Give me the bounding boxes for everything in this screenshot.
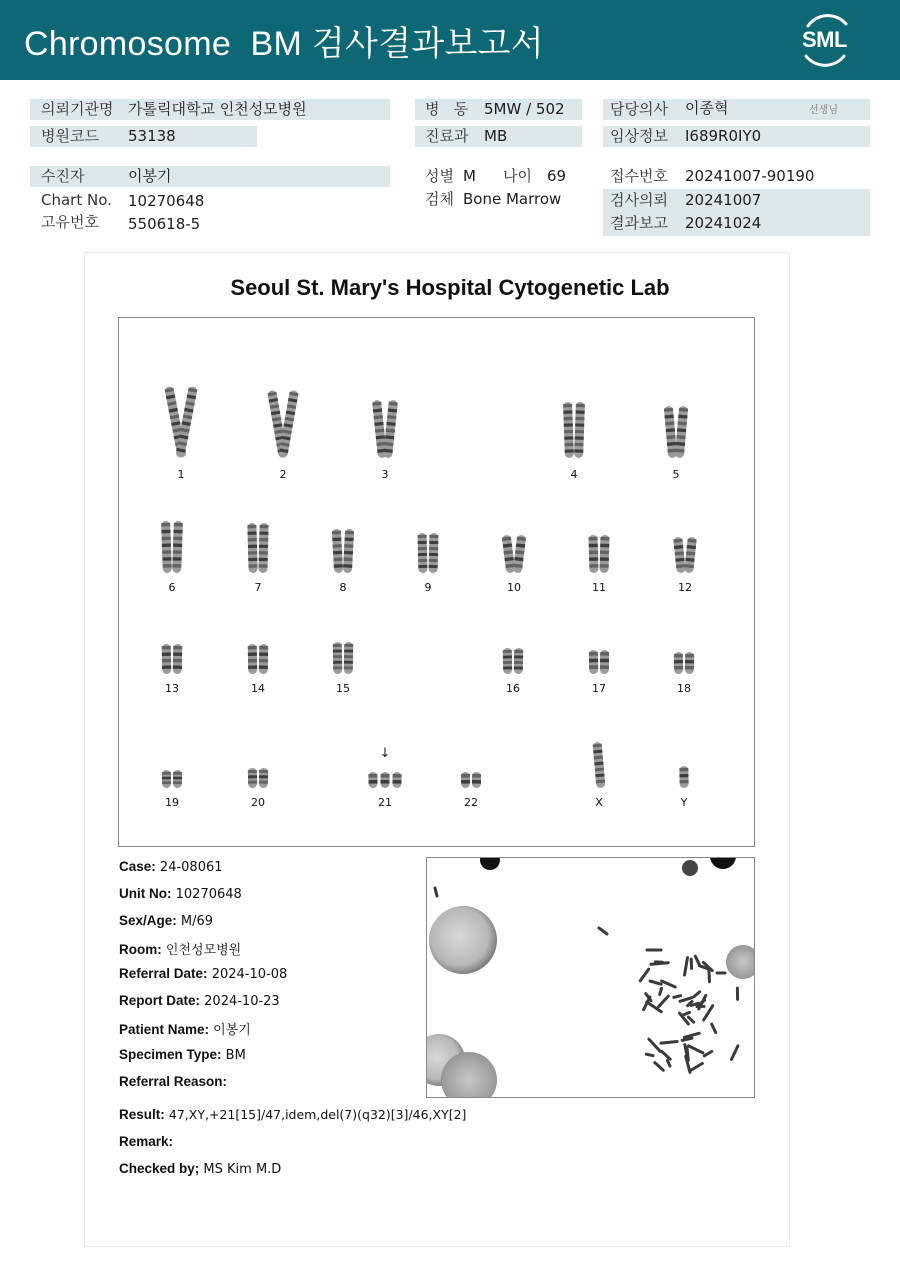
metaphase-spread	[427, 858, 755, 1098]
report-date-line	[119, 993, 280, 1009]
metaphase-chromosome	[689, 1046, 703, 1053]
chr-label-4: 4	[570, 468, 578, 481]
sexage-value: M/69	[180, 914, 214, 929]
metaphase-chromosome	[683, 1012, 689, 1015]
chromosome-6-2	[172, 521, 183, 573]
chromosome-22-2	[472, 772, 481, 788]
chr-label-21: 21	[378, 796, 392, 809]
chr-label-22: 22	[464, 796, 478, 809]
metaphase-chromosome	[704, 1051, 712, 1056]
chromosome-21-2	[380, 772, 389, 788]
doctor-label: 담당의사	[610, 100, 668, 118]
checked-value: MS Kim M.D	[203, 1162, 282, 1177]
remark-line	[119, 1134, 173, 1150]
chromosome-13-1	[162, 644, 172, 674]
room-line	[119, 939, 241, 958]
metaphase-chromosome	[694, 992, 700, 997]
chr-label-11: 11	[592, 581, 606, 594]
dept-label: 진료과	[425, 127, 469, 145]
report-label: 결과보고	[610, 214, 668, 232]
receipt-value: 20241007-90190	[685, 167, 815, 185]
chromosome-17-1	[589, 650, 598, 674]
sexage-line	[119, 913, 213, 929]
patient-name-value: 이봉기	[213, 1023, 251, 1038]
doctor-suffix: 선생님	[809, 105, 838, 116]
chromosome-6-1	[161, 521, 172, 573]
case-value: 24-08061	[159, 860, 223, 875]
unit-key: Unit No:	[119, 886, 172, 901]
metaphase-chromosome	[649, 1039, 660, 1051]
metaphase-chromosome	[435, 888, 437, 896]
metaphase-chromosome	[695, 956, 699, 965]
chromosome-8-2	[343, 529, 354, 573]
metaphase-chromosome	[662, 1051, 671, 1059]
chromosome-14-1	[248, 644, 258, 674]
hospital-code-label: 병원코드	[41, 127, 99, 145]
referral-date-line	[119, 966, 287, 982]
lab-title: Seoul St. Mary's Hospital Cytogenetic Lab	[230, 275, 670, 300]
chr-label-16: 16	[506, 682, 520, 695]
chromosome-12-1	[673, 537, 686, 574]
report-date-value: 2024-10-23	[204, 994, 280, 1009]
chromosome-22-1	[461, 772, 470, 788]
chr-label-x: X	[595, 796, 603, 809]
nucleus-4	[726, 945, 755, 979]
chart-value: 10270648	[128, 192, 205, 210]
request-value: 20241007	[685, 191, 762, 209]
chromosome-5-2	[675, 406, 688, 459]
referral-reason-line	[119, 1074, 227, 1090]
sexage-key: Sex/Age:	[119, 913, 177, 928]
chr-label-18: 18	[677, 682, 691, 695]
chromosome-10-1	[502, 535, 516, 574]
chromosome-19-1	[162, 770, 171, 788]
metaphase-chromosome	[646, 1054, 653, 1056]
chromosome-4-2	[574, 402, 585, 458]
metaphase-chromosome	[667, 1061, 670, 1067]
patient-name-key: Patient Name:	[119, 1022, 210, 1037]
metaphase-chromosome	[688, 1017, 693, 1022]
dept-value: MB	[484, 127, 508, 145]
chr-label-19: 19	[165, 796, 179, 809]
hospital-code-value: 53138	[128, 127, 176, 145]
unit-line	[119, 886, 242, 902]
metaphase-chromosome	[732, 1046, 738, 1060]
logo-text: SML	[802, 27, 847, 52]
metaphase-chromosome	[660, 988, 662, 994]
chr-label-12: 12	[678, 581, 692, 594]
chromosome-11-1	[589, 535, 599, 573]
metaphase-chromosome	[640, 969, 649, 981]
metaphase-chromosome	[684, 1033, 699, 1037]
chromosome-23-1	[593, 742, 606, 789]
specimen-type-line	[119, 1047, 246, 1063]
chr-label-7: 7	[254, 581, 262, 594]
report-date-key: Report Date:	[119, 993, 201, 1008]
patient-label: 수진자	[41, 167, 85, 185]
chromosome-16-1	[503, 648, 512, 674]
chr-label-13: 13	[165, 682, 179, 695]
unique-value: 550618-5	[128, 215, 201, 233]
clinical-label: 임상정보	[610, 127, 668, 145]
case-line	[119, 859, 223, 875]
checked-line	[119, 1161, 281, 1177]
chromosome-7-2	[258, 523, 268, 573]
ward-value: 5MW / 502	[484, 100, 565, 118]
chr-label-6: 6	[168, 581, 176, 594]
chromosome-3-2	[383, 400, 398, 459]
metaphase-chromosome	[662, 981, 676, 987]
chromosome-13-2	[173, 644, 183, 674]
age-label: 나이	[503, 167, 532, 185]
sex-value: M	[463, 167, 476, 185]
metaphase-chromosome	[680, 998, 692, 1002]
chr-label-5: 5	[672, 468, 680, 481]
metaphase-chromosome	[709, 969, 710, 982]
ward-label: 병 동	[425, 100, 469, 118]
metaphase-chromosome	[691, 1063, 703, 1070]
chromosome-24-1	[679, 766, 688, 788]
nucleus-1	[429, 906, 497, 974]
result-value: 47,XY,+21[15]/47,idem,del(7)(q32)[3]/46,XY[2]	[168, 1107, 467, 1122]
chromosome-21-1	[368, 772, 377, 788]
specimen-type-value: BM	[225, 1048, 246, 1063]
referral-date-value: 2024-10-08	[211, 967, 288, 982]
metaphase-chromosome	[685, 958, 688, 975]
chromosome-18-2	[685, 652, 694, 674]
chr-label-15: 15	[336, 682, 350, 695]
specimen-label: 검체	[425, 190, 454, 208]
room-key: Room:	[119, 942, 162, 957]
chr-label-9: 9	[424, 581, 432, 594]
chromosome-15-1	[333, 642, 343, 674]
chromosome-7-1	[247, 523, 257, 573]
clinical-value: I689R0IY0	[685, 127, 762, 145]
chart-label: Chart No.	[41, 191, 112, 209]
receipt-label: 접수번호	[610, 167, 668, 185]
chromosome-9-1	[417, 533, 427, 573]
result-key: Result:	[119, 1107, 165, 1122]
chr-label-17: 17	[592, 682, 606, 695]
debris-2	[682, 860, 698, 876]
result-line	[119, 1107, 466, 1123]
metaphase-chromosome	[659, 996, 669, 1006]
metaphase-chromosome	[646, 994, 651, 1001]
chr-label-2: 2	[279, 468, 287, 481]
referral-date-key: Referral Date:	[119, 966, 208, 981]
referral-reason-key: Referral Reason:	[119, 1074, 228, 1089]
chromosome-11-2	[600, 535, 610, 573]
karyotype-chromosomes	[119, 318, 756, 848]
institution-value: 가톨릭대학교 인천성모병원	[128, 100, 307, 118]
metaphase-chromosome	[704, 1006, 713, 1020]
report-value: 20241024	[685, 214, 762, 232]
unit-value: 10270648	[175, 887, 242, 902]
request-label: 검사의뢰	[610, 191, 668, 209]
chromosome-12-2	[684, 537, 697, 574]
metaphase-chromosome	[599, 928, 607, 934]
report-header	[0, 0, 900, 80]
chromosome-19-2	[173, 770, 182, 788]
chromosome-8-1	[332, 529, 343, 573]
metaphase-chromosome	[655, 1063, 664, 1071]
chromosome-17-2	[600, 650, 609, 674]
chr-label-3: 3	[381, 468, 389, 481]
chr-label-8: 8	[339, 581, 347, 594]
metaphase-image	[426, 857, 755, 1098]
metaphase-chromosome	[712, 1024, 716, 1032]
chromosome-9-2	[428, 533, 438, 573]
doctor-value: 이종혁	[685, 99, 729, 117]
specimen-type-key: Specimen Type:	[119, 1047, 222, 1062]
chromosome-20-1	[248, 768, 257, 788]
room-value: 인천성모병원	[165, 943, 242, 958]
trisomy-arrow-icon: ↓	[379, 746, 391, 761]
karyotype-image	[118, 317, 755, 847]
remark-key: Remark:	[119, 1134, 174, 1149]
age-value: 69	[547, 167, 567, 185]
institution-label: 의뢰기관명	[41, 100, 114, 118]
report-title: Chromosome BM 검사결과보고서	[24, 25, 544, 63]
chr-label-10: 10	[507, 581, 521, 594]
chr-label-20: 20	[251, 796, 265, 809]
patient-value: 이봉기	[128, 167, 172, 185]
chromosome-10-2	[513, 535, 527, 574]
sex-label: 성별	[425, 167, 454, 185]
chr-label-14: 14	[251, 682, 265, 695]
specimen-value: Bone Marrow	[463, 190, 562, 208]
chr-label-1: 1	[177, 468, 185, 481]
chromosome-16-2	[514, 648, 523, 674]
checked-key: Checked by;	[119, 1161, 200, 1176]
metaphase-chromosome	[674, 996, 681, 998]
debris-1	[480, 858, 500, 870]
chromosome-18-1	[674, 652, 683, 674]
chromosome-14-2	[259, 644, 269, 674]
metaphase-chromosome	[650, 981, 661, 984]
case-key: Case:	[119, 859, 156, 874]
debris-3	[710, 858, 736, 869]
chromosome-21-3	[392, 772, 401, 788]
chromosome-15-2	[344, 642, 354, 674]
unique-label: 고유번호	[41, 213, 99, 231]
chromosome-4-1	[563, 402, 574, 458]
sml-logo	[796, 12, 856, 68]
patient-name-line	[119, 1019, 251, 1038]
chr-label-y: Y	[680, 796, 688, 809]
chromosome-5-1	[664, 406, 677, 459]
chromosome-20-2	[259, 768, 268, 788]
metaphase-chromosome	[661, 1042, 677, 1044]
